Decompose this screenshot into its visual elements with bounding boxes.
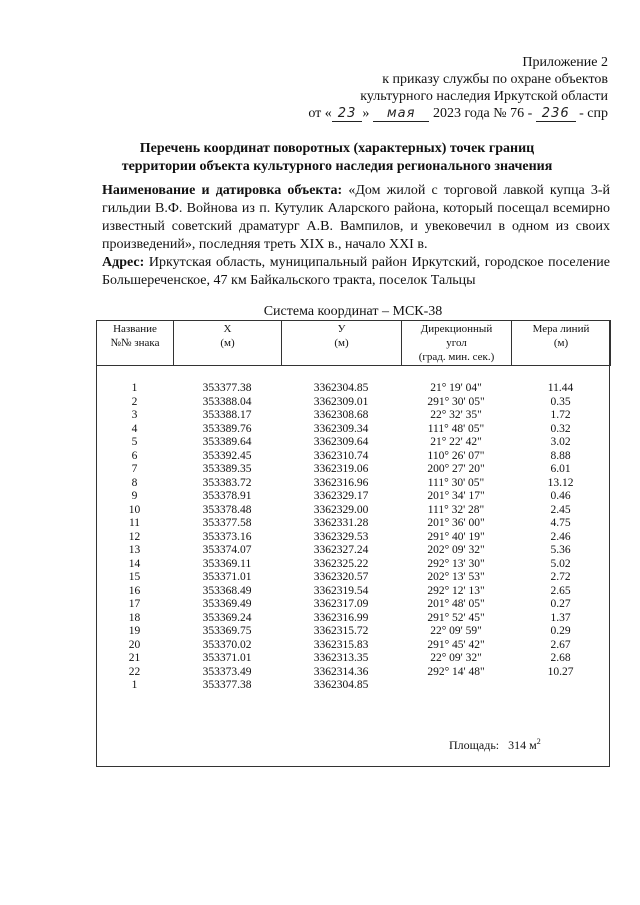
object-text: «Дом жилой с торговой лавкой купца 3-й гильдии В.Ф. Войнова из п. Кутулик Аларского района, который посещал всемирно известный советский драматург А.В. Вампилов, и увековечил в одном из своих произведений», последняя треть XIX в., начало XXI в.	[102, 183, 611, 252]
appendix-title: Приложение 2	[522, 55, 608, 70]
point-number-cell: 20	[128, 638, 141, 651]
point-number-cell: 11	[128, 517, 141, 529]
table-row	[96, 490, 610, 504]
x-coordinate-cell: 353389.35	[202, 463, 252, 475]
point-number-cell: 1	[131, 679, 138, 691]
header-line-length	[512, 321, 611, 366]
header-y	[282, 321, 402, 366]
header-y-l1: У	[337, 323, 346, 335]
handwritten-month: мая	[373, 107, 430, 122]
point-number-cell: 5	[131, 436, 138, 448]
y-coordinate-cell: 3362320.57	[313, 571, 369, 583]
header-length-l1: Мера линий	[532, 323, 590, 335]
y-coordinate-cell: 3362319.06	[313, 463, 369, 475]
y-coordinate-cell: 3362304.85	[313, 679, 369, 691]
address-text: Иркутская область, муниципальный район Иркутский, городское поселение Большереченское, 47 км Байкальского тракта, поселок Тальцы	[102, 255, 610, 288]
x-coordinate-cell: 353369.49	[202, 598, 252, 610]
line-length-cell: 1.72	[550, 409, 571, 421]
object-description	[102, 182, 610, 254]
table-row	[96, 652, 610, 666]
appendix-service-line: культурного наследия Иркутской области	[360, 89, 608, 104]
direction-angle-cell: 292° 14' 48"	[427, 665, 485, 678]
direction-angle-cell: 291° 40' 19"	[427, 530, 485, 543]
direction-angle-cell: 200° 27' 20"	[427, 463, 485, 475]
line-length-cell: 13.12	[547, 476, 574, 489]
point-number-cell: 21	[128, 652, 141, 664]
date-quote: »	[362, 106, 370, 121]
y-coordinate-cell: 3362329.53	[313, 530, 369, 543]
line-length-cell: 0.35	[550, 395, 571, 408]
line-length-cell: 3.02	[550, 436, 571, 448]
line-length-cell: 0.29	[550, 625, 571, 637]
point-number-cell: 3	[131, 409, 138, 421]
direction-angle-cell: 291° 45' 42"	[427, 638, 485, 651]
direction-angle-cell: 22° 09' 59"	[430, 625, 482, 637]
table-row	[96, 463, 610, 477]
x-coordinate-cell: 353371.01	[202, 571, 252, 583]
point-number-cell: 15	[128, 571, 141, 583]
y-coordinate-cell: 3362331.28	[313, 517, 369, 529]
date-suffix: 2023 года № 76 -	[432, 106, 533, 121]
table-row	[96, 531, 610, 545]
x-coordinate-cell: 353369.24	[202, 611, 252, 624]
point-number-cell: 19	[128, 625, 141, 637]
direction-angle-cell: 201° 48' 05"	[427, 598, 485, 610]
coordinates-table-header	[96, 320, 611, 366]
x-coordinate-cell: 353388.17	[202, 409, 252, 421]
y-coordinate-cell: 3362304.85	[313, 382, 369, 394]
direction-angle-cell: 110° 26' 07"	[427, 449, 485, 462]
line-length-cell: 5.36	[550, 544, 571, 556]
point-number-cell: 4	[131, 422, 138, 435]
direction-angle-cell: 291° 30' 05"	[427, 395, 485, 408]
coordinate-system-caption: Система координат – МСК-38	[263, 304, 443, 319]
x-coordinate-cell: 353373.49	[202, 665, 252, 678]
line-length-cell: 1.37	[550, 611, 571, 624]
direction-angle-cell: 21° 19' 04"	[430, 382, 482, 394]
point-number-cell: 1	[131, 382, 138, 394]
document-title	[0, 140, 640, 176]
y-coordinate-cell: 3362319.54	[313, 584, 369, 597]
y-coordinate-cell: 3362316.96	[313, 476, 369, 489]
y-coordinate-cell: 3362313.35	[313, 652, 369, 664]
address-block	[102, 254, 610, 290]
table-row	[96, 585, 610, 599]
title-line-1: Перечень координат поворотных (характерных) точек границ	[139, 141, 535, 156]
x-coordinate-cell: 353377.38	[202, 382, 252, 394]
line-length-cell: 2.46	[550, 530, 571, 543]
table-row	[96, 423, 610, 437]
table-row	[96, 544, 610, 558]
table-row	[96, 666, 610, 680]
header-x	[174, 321, 282, 366]
line-length-cell: 6.01	[550, 463, 571, 475]
direction-angle-cell: 202° 09' 32"	[427, 544, 485, 556]
line-length-cell: 2.65	[550, 584, 571, 597]
table-row	[96, 517, 610, 531]
table-row	[96, 477, 610, 491]
appendix-header	[308, 54, 608, 122]
date-prefix: от «	[308, 106, 332, 121]
point-number-cell: 6	[131, 449, 138, 462]
y-coordinate-cell: 3362314.36	[313, 665, 369, 678]
area-label: Площадь:	[449, 738, 500, 752]
area-summary	[449, 737, 541, 753]
handwritten-number: 236	[536, 107, 576, 122]
line-length-cell: 4.75	[550, 517, 571, 529]
table-row	[96, 639, 610, 653]
header-point-name-l1: Название	[113, 323, 157, 335]
x-coordinate-cell: 353371.01	[202, 652, 252, 664]
y-coordinate-cell: 3362327.24	[313, 544, 369, 556]
table-row	[96, 504, 610, 518]
point-number-cell: 18	[128, 611, 141, 624]
point-number-cell: 22	[128, 665, 141, 678]
line-length-cell: 5.02	[550, 557, 571, 570]
y-coordinate-cell: 3362315.72	[313, 625, 369, 637]
y-coordinate-cell: 3362310.74	[313, 449, 369, 462]
table-row	[96, 450, 610, 464]
y-coordinate-cell: 3362329.00	[313, 503, 369, 516]
y-coordinate-cell: 3362325.22	[313, 557, 369, 570]
table-row	[96, 382, 610, 396]
x-coordinate-cell: 353369.75	[202, 625, 252, 637]
table-row	[96, 558, 610, 572]
area-value: 314 м	[508, 738, 537, 752]
appendix-order-line: к приказу службы по охране объектов	[382, 72, 608, 87]
number-suffix: - спр	[579, 106, 608, 121]
y-coordinate-cell: 3362315.83	[313, 638, 369, 651]
table-row	[96, 625, 610, 639]
x-coordinate-cell: 353378.91	[202, 490, 252, 502]
direction-angle-cell: 111° 48' 05"	[427, 422, 485, 435]
line-length-cell: 2.45	[550, 503, 571, 516]
x-coordinate-cell: 353392.45	[202, 449, 252, 462]
direction-angle-cell: 291° 52' 45"	[427, 611, 485, 624]
direction-angle-cell: 292° 12' 13"	[427, 584, 485, 597]
y-coordinate-cell: 3362309.64	[313, 436, 369, 448]
x-coordinate-cell: 353389.64	[202, 436, 252, 448]
line-length-cell: 11.44	[547, 382, 574, 394]
y-coordinate-cell: 3362308.68	[313, 409, 369, 421]
y-coordinate-cell: 3362309.34	[313, 422, 369, 435]
table-row	[96, 396, 610, 410]
header-x-l2: (м)	[220, 337, 235, 349]
direction-angle-cell: 22° 32' 35"	[430, 409, 482, 421]
direction-angle-cell: 201° 36' 00"	[427, 517, 485, 529]
direction-angle-cell: 22° 09' 32"	[430, 652, 482, 664]
point-number-cell: 2	[131, 395, 138, 408]
title-line-2: территории объекта культурного наследия регионального значения	[121, 159, 553, 174]
x-coordinate-cell: 353374.07	[202, 544, 252, 556]
x-coordinate-cell: 353369.11	[202, 557, 252, 570]
x-coordinate-cell: 353373.16	[202, 530, 252, 543]
header-point-name-l2: №№ знака	[110, 337, 160, 349]
point-number-cell: 14	[128, 557, 141, 570]
line-length-cell: 2.68	[550, 652, 571, 664]
direction-angle-cell: 111° 32' 28"	[427, 503, 485, 516]
direction-angle-cell: 21° 22' 42"	[430, 436, 482, 448]
y-coordinate-cell: 3362317.09	[313, 598, 369, 610]
x-coordinate-cell: 353383.72	[202, 476, 252, 489]
direction-angle-cell: 292° 13' 30"	[427, 557, 485, 570]
x-coordinate-cell: 353378.48	[202, 503, 252, 516]
y-coordinate-cell: 3362309.01	[313, 395, 369, 408]
x-coordinate-cell: 353377.38	[202, 679, 252, 691]
coordinates-table-body	[96, 382, 610, 693]
table-row	[96, 679, 610, 693]
x-coordinate-cell: 353389.76	[202, 422, 252, 435]
header-angle-l3: (град. мин. сек.)	[418, 351, 495, 363]
object-label: Наименование и датировка объекта:	[102, 183, 343, 198]
table-row	[96, 571, 610, 585]
table-row	[96, 409, 610, 423]
header-angle-l1: Дирекционный	[420, 323, 493, 335]
area-unit-superscript: 2	[536, 737, 541, 746]
direction-angle-cell: 202° 13' 53"	[427, 571, 485, 583]
address-label: Адрес:	[102, 255, 145, 270]
x-coordinate-cell: 353368.49	[202, 584, 252, 597]
line-length-cell: 10.27	[547, 665, 574, 678]
point-number-cell: 17	[128, 598, 141, 610]
point-number-cell: 7	[131, 463, 138, 475]
line-length-cell: 8.88	[550, 449, 571, 462]
point-number-cell: 16	[128, 584, 141, 597]
x-coordinate-cell: 353388.04	[202, 395, 252, 408]
header-x-l1: X	[223, 323, 232, 335]
header-y-l2: (м)	[334, 337, 349, 349]
line-length-cell: 2.67	[550, 638, 571, 651]
handwritten-day: 23	[332, 107, 363, 122]
header-angle-l2: угол	[446, 337, 467, 349]
line-length-cell: 2.72	[550, 571, 571, 583]
table-row	[96, 436, 610, 450]
x-coordinate-cell: 353370.02	[202, 638, 252, 651]
header-length-l2: (м)	[553, 337, 569, 349]
direction-angle-cell: 201° 34' 17"	[427, 490, 485, 502]
table-row	[96, 612, 610, 626]
appendix-date-line	[308, 105, 608, 122]
point-number-cell: 13	[128, 544, 141, 556]
y-coordinate-cell: 3362329.17	[313, 490, 369, 502]
line-length-cell: 0.27	[550, 598, 571, 610]
direction-angle-cell: 111° 30' 05"	[427, 476, 485, 489]
y-coordinate-cell: 3362316.99	[313, 611, 369, 624]
line-length-cell: 0.46	[550, 490, 571, 502]
point-number-cell: 10	[128, 503, 141, 516]
table-row	[96, 598, 610, 612]
point-number-cell: 9	[131, 490, 138, 502]
header-point-name	[97, 321, 174, 366]
header-angle	[402, 321, 512, 366]
x-coordinate-cell: 353377.58	[202, 517, 252, 529]
line-length-cell: 0.32	[550, 422, 571, 435]
point-number-cell: 8	[131, 476, 138, 489]
point-number-cell: 12	[128, 530, 141, 543]
